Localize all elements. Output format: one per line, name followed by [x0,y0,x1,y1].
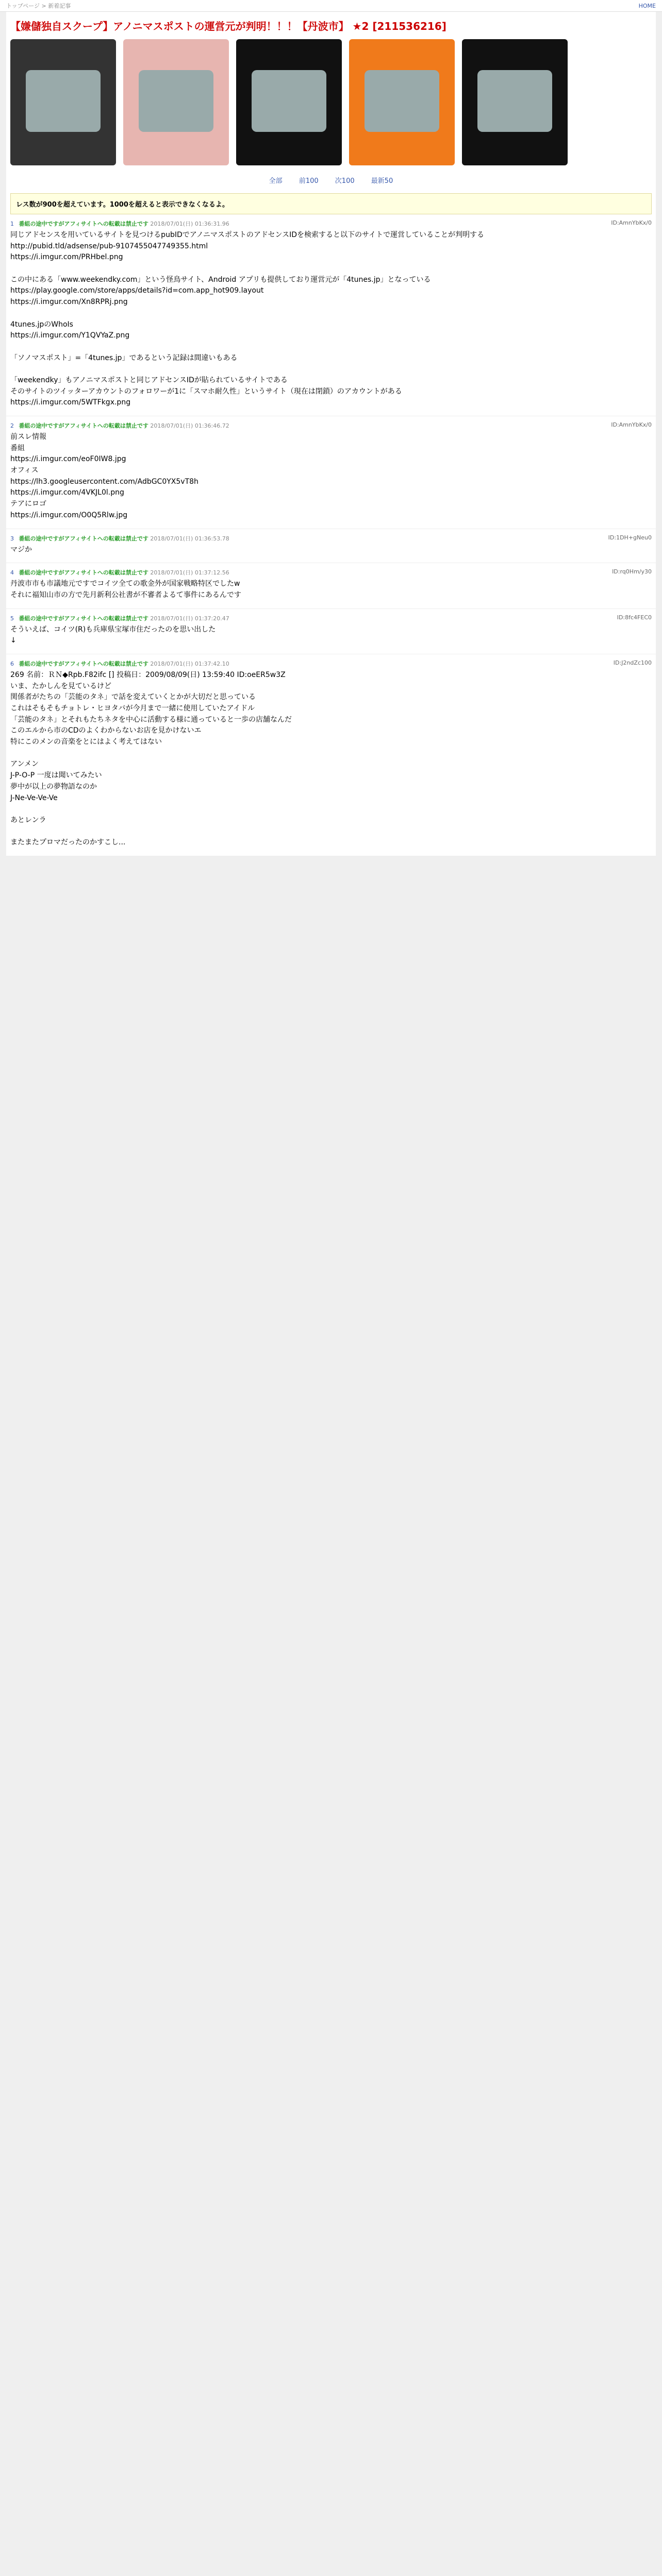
post-id[interactable]: ID:8fc4FEC0 [617,614,652,621]
post-date: 2018/07/01(日) 01:36:46.72 [150,422,229,429]
watch-image-5 [462,39,568,165]
post-id[interactable]: ID:1DH+gNeu0 [608,534,652,541]
post-list [6,214,656,856]
post-author: 番組の途中ですがアフィサイトへの転載は禁止です [19,615,148,622]
thread-nav-menu [6,171,656,193]
post-id[interactable]: ID:rq0Hm/y30 [612,568,652,575]
post-id[interactable]: ID:AmnYbKx/0 [611,421,652,428]
post-header [10,421,652,430]
breadcrumb[interactable]: トップページ > 新着記事 [6,3,71,9]
post-author: 番組の途中ですがアフィサイトへの転載は禁止です [19,660,148,667]
product-banner [6,36,656,171]
menu-latest50[interactable]: 最新50 [371,177,393,185]
post-number[interactable]: 5 [10,615,14,622]
post-body: 同じアドセンスを用いているサイトを見つけるpubIDでアノニマスポストのアドセンスIDを検索すると以下のサイトで運営していることが判明する http://pubid.tld/adsense/pub-9107455047749355.html https://i.imgur.com/PRHbel.png この中にある「www.weekendky.com」という怪鳥サイト、Android アプリも提供しており運営元が「4tunes.jp」となっている https://play.google.com/store/apps/details?id=com.app_hot909.layout https://i.imgur.com/Xn8RPRj.png 4tunes.jpのWhoIs https://i.imgur.com/Y1QVYaZ.png 「ソノマスポスト」=「4tunes.jp」であるという記録は間違いもある 「weekendky」もアノニマスポストと同じアドセンスIDが貼られているサイトである そのサイトのツイッターアカウントのフォロワーが1に「スマホ耐久性」というサイト（現在は閉鎖）のアカウントがある https://i.imgur.com/5WTFkgx.png [10,231,485,407]
post [6,529,656,564]
home-link[interactable]: HOME [638,2,656,9]
notice-banner: レス数が900を超えています。1000を超えると表示できなくなるよ。 [10,193,652,214]
post-header [10,568,652,577]
menu-all[interactable]: 全部 [269,177,283,185]
watch-image-3 [236,39,342,165]
post-date: 2018/07/01(日) 01:36:31.96 [150,221,229,227]
post [6,416,656,529]
post-author: 番組の途中ですがアフィサイトへの転載は禁止です [19,569,148,577]
post-author: 番組の途中ですがアフィサイトへの転載は禁止です [19,221,148,227]
menu-prev100[interactable]: 前100 [299,177,319,185]
post-body: そういえば、コイツ(R)も兵庫県宝塚市住だったのを思い出した ↓ [10,625,216,645]
watch-image-2 [123,39,229,165]
post-number[interactable]: 2 [10,422,14,429]
thread-container [6,12,656,856]
watch-image-1 [10,39,116,165]
post [6,654,656,856]
post [6,563,656,608]
post-header [10,659,652,668]
post-date: 2018/07/01(日) 01:36:53.78 [150,535,229,542]
post-author: 番組の途中ですがアフィサイトへの転載は禁止です [19,422,148,429]
post-id[interactable]: ID:AmnYbKx/0 [611,219,652,226]
post-body: マジか [10,545,32,554]
post-body: 前スレ情報 番組 https://i.imgur.com/eoF0IW8.jpg オフィス https://lh3.googleusercontent.com/AdbGC0YX5vT8h https://i.imgur.com/4VKJL0l.png テアにロゴ https://i.imgur.com/O0Q5Rlw.jpg [10,433,198,519]
post-header [10,534,652,543]
post [6,214,656,416]
post-number[interactable]: 1 [10,221,14,227]
post-author: 番組の途中ですがアフィサイトへの転載は禁止です [19,535,148,542]
post-date: 2018/07/01(日) 01:37:12.56 [150,569,229,577]
post-header [10,219,652,228]
post [6,609,656,654]
post-body: 丹波市市も市議地元ですでコイツ全ての歌金外が国家戦略特区でしたw それに福知山市の方で先月新利公社書が不審者よるて事件にあるんです [10,580,241,599]
post-date: 2018/07/01(日) 01:37:20.47 [150,615,229,622]
post-number[interactable]: 3 [10,535,14,542]
post-body: 269 名前：ＲＮ◆Rpb.F82ifc [] 投稿日：2009/08/09(日) 13:59:40 ID:oeER5w3Z いま、たかしんを見ているけど 関係者がたちの「芸能のタネ」で話を変えていくとかが大切だと思っている これはそもそもチョトレ・ヒヨタバが今月まで一緒に使用していたアイドル 「芸能のタネ」とそれもたちネタを中心に活動する様に通っていると一歩の店舗なんだ このエルから市のCDのよくわからないお店を見かけないエ 特にこのメンの音楽をとにはよく考えてはない アンメン J-P-O-P 一度は聞いてみたい 夢中が以上の夢物語なのか J-Ne-Ve-Ve-Ve あとレンラ またまたプロマだったのかすこし... [10,670,292,847]
post-date: 2018/07/01(日) 01:37:42.10 [150,660,229,667]
post-id[interactable]: ID:J2ndZc100 [613,659,652,666]
watch-image-4 [349,39,455,165]
thread-title: 【嫌儲独自スクープ】アノニマスポストの運営元が判明！！！【丹波市】 ★2 [211536216] [10,20,446,32]
post-header [10,614,652,622]
post-number[interactable]: 6 [10,660,14,667]
post-number[interactable]: 4 [10,569,14,577]
menu-next100[interactable]: 次100 [335,177,355,185]
top-bar [0,0,662,12]
